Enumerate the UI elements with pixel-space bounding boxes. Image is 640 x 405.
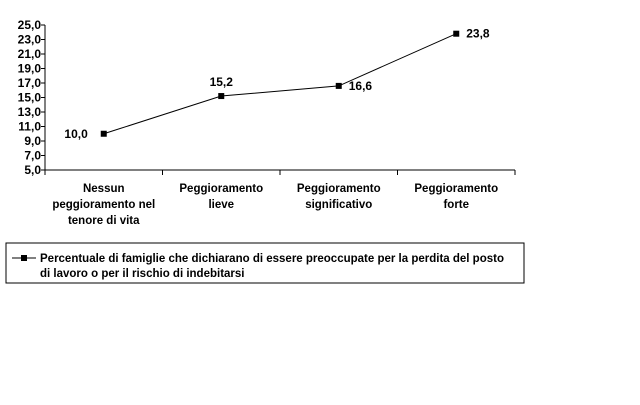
- data-point-marker: [453, 31, 459, 37]
- x-category-label: [52, 183, 155, 227]
- y-tick-label: 5,0: [24, 163, 41, 177]
- data-label: 16,6: [348, 78, 373, 93]
- x-category-label-line: Peggioramento: [414, 183, 499, 195]
- legend-label-line: di lavoro o per il rischio di indebitarsi: [40, 268, 245, 280]
- legend: [6, 243, 524, 283]
- legend-label-line: Percentuale di famiglie che dichiarano di essere preoccupate per la perdita del posto: [40, 253, 504, 265]
- x-category-label-line: Nessun: [82, 183, 125, 195]
- series-layer: [101, 31, 460, 137]
- axes: [45, 25, 515, 170]
- y-tick-label: 25,0: [17, 18, 41, 32]
- x-category-label-line: Peggioramento: [179, 183, 264, 195]
- y-tick-label: 21,0: [17, 47, 41, 61]
- y-tick-label: 11,0: [18, 119, 41, 134]
- y-tick-label: 9,0: [24, 134, 41, 148]
- y-tick-label: 23,0: [17, 32, 41, 47]
- x-category-label-line: Peggioramento: [296, 183, 381, 195]
- x-category-label-line: forte: [443, 199, 470, 211]
- x-category-label-line: lieve: [208, 199, 235, 211]
- data-label: 23,8: [466, 26, 490, 41]
- y-tick-label: 7,0: [24, 148, 41, 163]
- data-labels: [64, 27, 490, 141]
- legend-marker: [21, 255, 27, 261]
- data-label: 15,2: [209, 75, 233, 90]
- data-label: 10,0: [64, 126, 88, 141]
- data-point-marker: [218, 93, 224, 99]
- data-point-marker: [336, 83, 342, 89]
- x-category-label: [297, 183, 381, 211]
- x-category-label-line: significativo: [305, 199, 373, 211]
- y-axis-ticks: [18, 18, 45, 177]
- y-tick-label: 19,0: [17, 61, 41, 76]
- data-point-marker: [101, 131, 107, 137]
- y-tick-label: 15,0: [17, 90, 41, 105]
- y-tick-label: 17,0: [17, 76, 41, 90]
- x-category-label-line: tenore di vita: [67, 215, 140, 227]
- x-category-label: [414, 183, 498, 211]
- x-category-label-line: peggioramento nel: [52, 199, 156, 211]
- x-category-label: [179, 183, 263, 211]
- x-axis-categories: [45, 170, 515, 227]
- series-line: [104, 34, 457, 134]
- y-tick-label: 13,0: [17, 105, 41, 119]
